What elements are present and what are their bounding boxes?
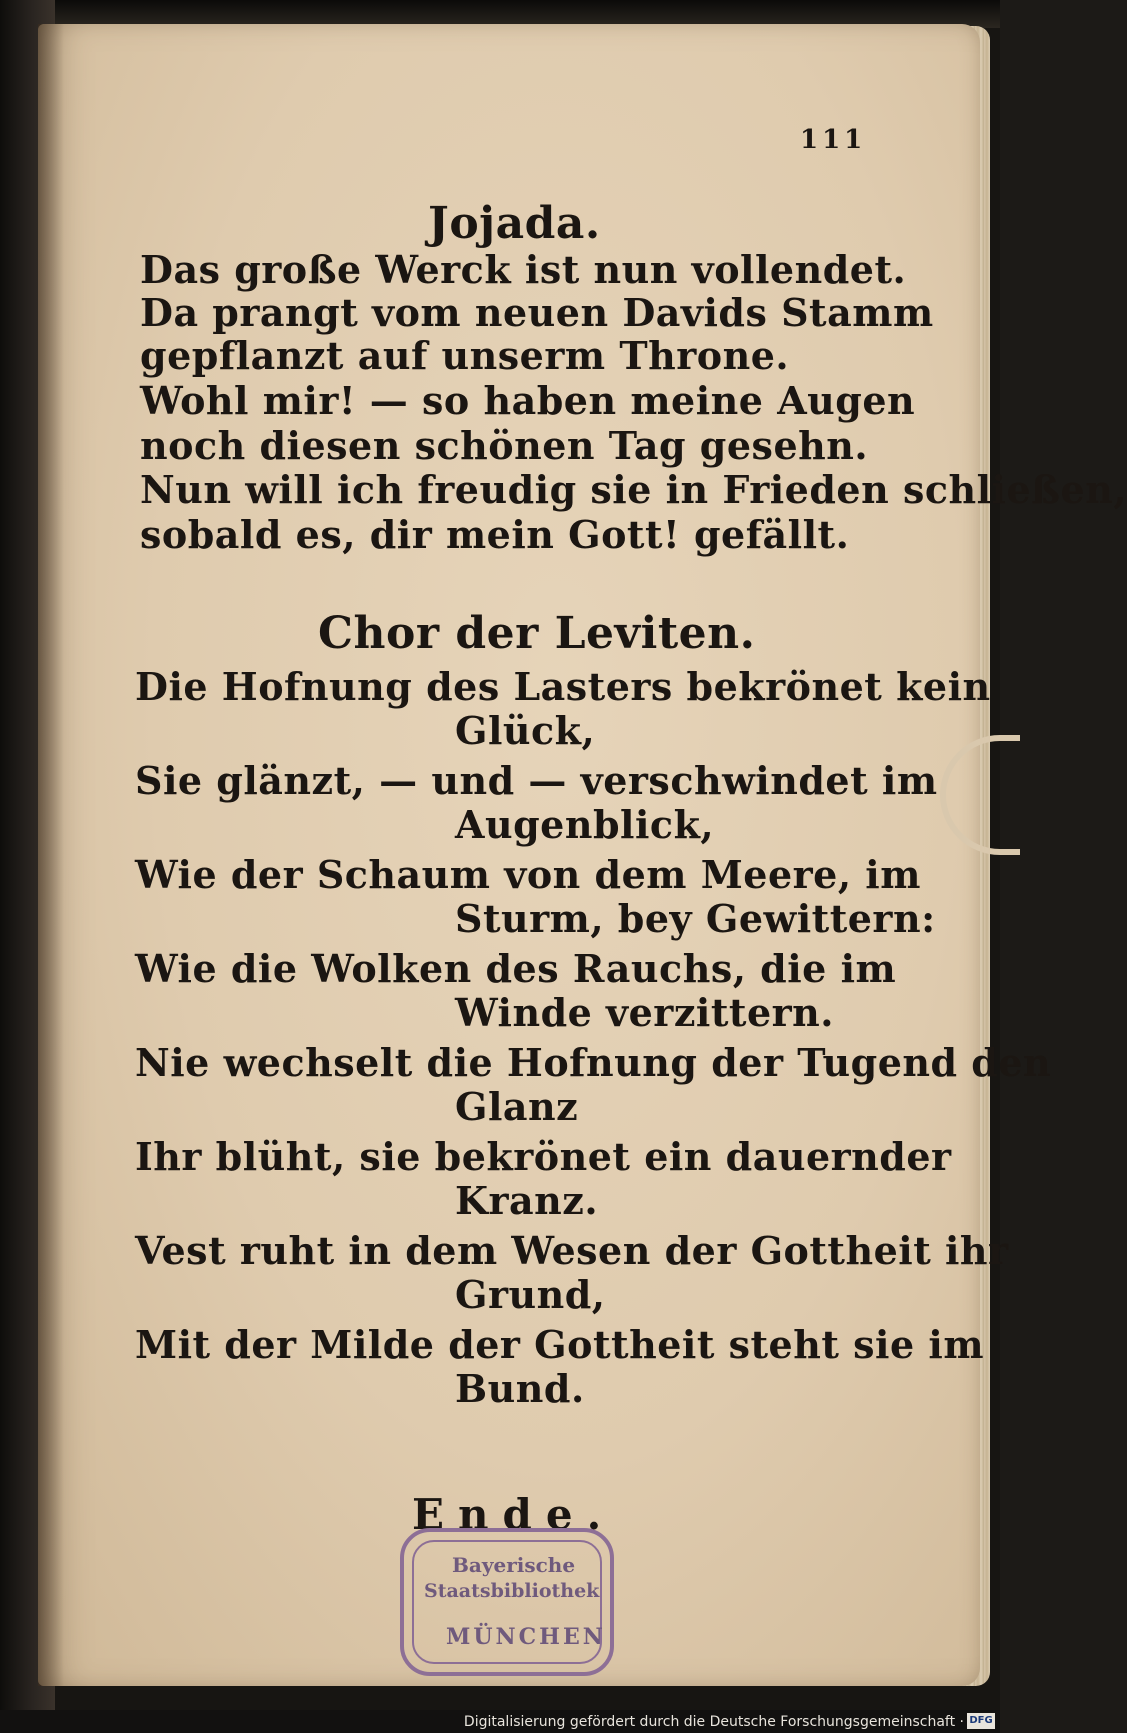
page-gutter-shadow [38,24,64,1686]
verse-line: sobald es, dir mein Gott! gefällt. [140,512,850,557]
verse-line: Wie der Schaum von dem Meere, im [135,852,921,897]
verse-line: Vest ruht in dem Wesen der Gottheit ihr [135,1228,1009,1273]
dfg-logo: DFG [967,1713,995,1729]
verse-line-continuation: Kranz. [455,1178,599,1223]
verse-line-continuation: Grund, [455,1272,606,1317]
verse-line: Da prangt vom neuen Davids Stamm [140,290,934,335]
footer-credit: Digitalisierung gefördert durch die Deutsche Forschungsgemeinschaft · [463,1714,964,1730]
speaker-heading-chor: Chor der Leviten. [318,608,756,659]
verse-line: Nie wechselt die Hofnung der Tugend den [135,1040,1052,1085]
verse-line-continuation: Augenblick, [455,802,715,847]
verse-line: Das große Werck ist nun vollendet. [140,247,907,292]
page-number: 111 [800,125,867,155]
verse-line: Nun will ich freudig sie in Frieden schließen, [140,467,1127,512]
verse-line: Wie die Wolken des Rauchs, die im [135,946,897,991]
verse-line: Wohl mir! — so haben meine Augen [140,378,916,423]
verse-line-continuation: Sturm, bey Gewittern: [455,896,936,941]
stamp-line: MÜNCHEN [446,1624,606,1650]
verse-line: Die Hofnung des Lasters bekrönet kein [135,664,991,709]
verse-line: gepflanzt auf unserm Throne. [140,333,790,378]
verse-line-continuation: Bund. [455,1366,585,1411]
verse-line: Ihr blüht, sie bekrönet ein dauernder [135,1134,952,1179]
verse-line-continuation: Glanz [455,1084,579,1129]
verse-line: Sie glänzt, — und — verschwindet im [135,758,938,803]
stamp-line: Bayerische [452,1553,576,1577]
verse-line: Mit der Milde der Gottheit steht sie im [135,1322,985,1367]
verse-line: noch diesen schönen Tag gesehn. [140,423,869,468]
verse-line-continuation: Glück, [455,708,596,753]
verse-line-continuation: Winde verzittern. [455,990,834,1035]
stamp-line: Staatsbibliothek [424,1580,600,1602]
end-mark: Ende. [412,1490,616,1539]
speaker-heading-jojada: Jojada. [428,198,601,249]
